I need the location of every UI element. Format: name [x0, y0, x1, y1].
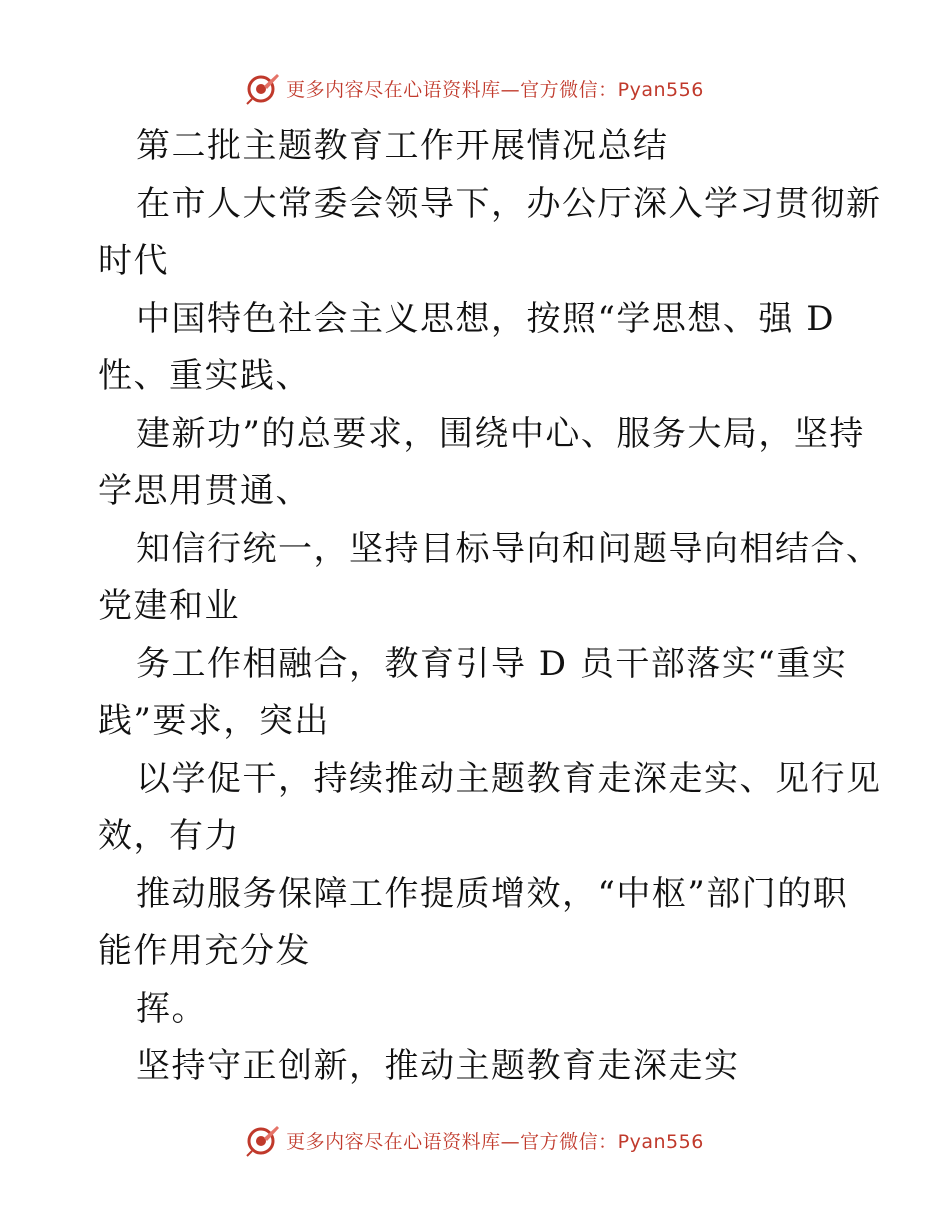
watermark-footer [0, 1120, 950, 1160]
text-line: 推动服务保障工作提质增效，“中枢”部门的职 [136, 873, 849, 914]
text-line: 建新功”的总要求，围绕中心、服务大局，坚持 [136, 413, 865, 454]
text-line: 坚持守正创新，推动主题教育走深走实 [136, 1046, 740, 1086]
text-line: 务工作相融合，教育引导 D 员干部落实“重实 [136, 643, 848, 684]
text-line: 第二批主题教育工作开展情况总结 [136, 126, 669, 166]
text-line: 中国特色社会主义思想，按照“学思想、强 D [136, 298, 835, 339]
text-line: 能作用充分发 [98, 931, 311, 971]
watermark-text: 更多内容尽在心语资料库—官方微信：Pyan556 [286, 1130, 704, 1153]
text-line: 效，有力 [98, 816, 240, 856]
pen-logo-icon [246, 71, 280, 105]
watermark-header [0, 68, 950, 108]
text-line: 践”要求，突出 [98, 701, 330, 741]
text-line: 时代 [98, 241, 169, 281]
text-line: 挥。 [136, 988, 207, 1029]
pen-logo-icon [246, 1123, 280, 1157]
text-line: 以学促干，持续推动主题教育走深走实、见行见 [136, 758, 882, 799]
text-line: 党建和业 [98, 586, 240, 626]
watermark-text: 更多内容尽在心语资料库—官方微信：Pyan556 [286, 78, 704, 101]
document-body [98, 118, 882, 1096]
text-line: 学思用贯通、 [98, 471, 311, 511]
text-line: 知信行统一，坚持目标导向和问题导向相结合、 [136, 528, 882, 569]
text-line: 性、重实践、 [98, 356, 311, 396]
text-line: 在市人大常委会领导下，办公厅深入学习贯彻新 [136, 183, 882, 224]
